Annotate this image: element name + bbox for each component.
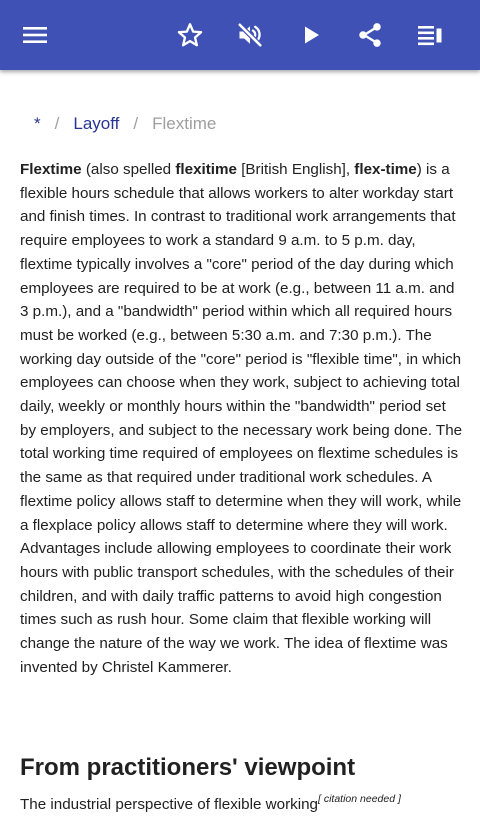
article-term: Flextime bbox=[20, 161, 82, 178]
playlist-icon bbox=[417, 24, 443, 46]
section-text: The industrial perspective of flexible working bbox=[20, 796, 318, 813]
breadcrumb-separator: / bbox=[54, 114, 60, 133]
article-content bbox=[0, 70, 480, 813]
share-button[interactable] bbox=[350, 15, 390, 55]
article-alt-term: flexitime bbox=[175, 161, 237, 178]
article-paragraph bbox=[20, 158, 464, 679]
play-button[interactable] bbox=[291, 15, 331, 55]
article-alt-term: flex-time bbox=[354, 161, 417, 178]
share-icon bbox=[356, 21, 384, 49]
breadcrumb-current: Flextime bbox=[152, 114, 217, 133]
menu-button[interactable] bbox=[15, 15, 55, 55]
bookmark-button[interactable] bbox=[170, 15, 210, 55]
section-heading: From practitioners' viewpoint bbox=[20, 754, 356, 781]
menu-icon bbox=[22, 25, 48, 45]
volume-off-icon bbox=[236, 21, 264, 49]
breadcrumb-parent-link[interactable]: Layoff bbox=[73, 114, 120, 133]
citation-needed-link[interactable]: [ citation needed ] bbox=[318, 793, 401, 805]
mute-button[interactable] bbox=[230, 15, 270, 55]
article-text: [British English], bbox=[236, 161, 355, 178]
star-outline-icon bbox=[176, 21, 204, 49]
app-toolbar bbox=[0, 0, 480, 70]
section-paragraph bbox=[20, 787, 464, 817]
play-icon bbox=[299, 23, 323, 47]
article-text: (also spelled bbox=[81, 161, 176, 178]
breadcrumb-separator: / bbox=[133, 114, 139, 133]
breadcrumb bbox=[34, 114, 216, 134]
article-body: ) is a flexible hours schedule that allows workers to alter workday start and finish times. In contrast to traditional work arrangements that require employees to work a standard 9 a.m. to 5 p.m. day, flextime typically involves a "core" period of the day during which employees are required to be at work (e.g., between 11 a.m. and 3 p.m.), and a "bandwidth" period within which all required hours must be worked (e.g., between 5:30 a.m. and 7:30 p.m.). The working day outside of the "core" period is "flexible time", in which employees can choose when they work, subject to achieving total daily, weekly or monthly hours within the "bandwidth" period set by employers, and subject to the necessary work being done. The total working time required of employees on flextime schedules is the same as that required under traditional work schedules. A flextime policy allows staff to determine when they will work, while a flexplace policy allows staff to determine where they will work. Advantages include allowing employees to coordinate their work hours with public transport schedules, with the schedules of their children, and with daily traffic patterns to avoid high congestion times such as rush hour. Some claim that flexible working will change the nature of the way we work. The idea of flextime was invented by Christel Kammerer. bbox=[20, 161, 463, 676]
breadcrumb-root-link[interactable]: * bbox=[34, 114, 41, 133]
playlist-button[interactable] bbox=[410, 15, 450, 55]
